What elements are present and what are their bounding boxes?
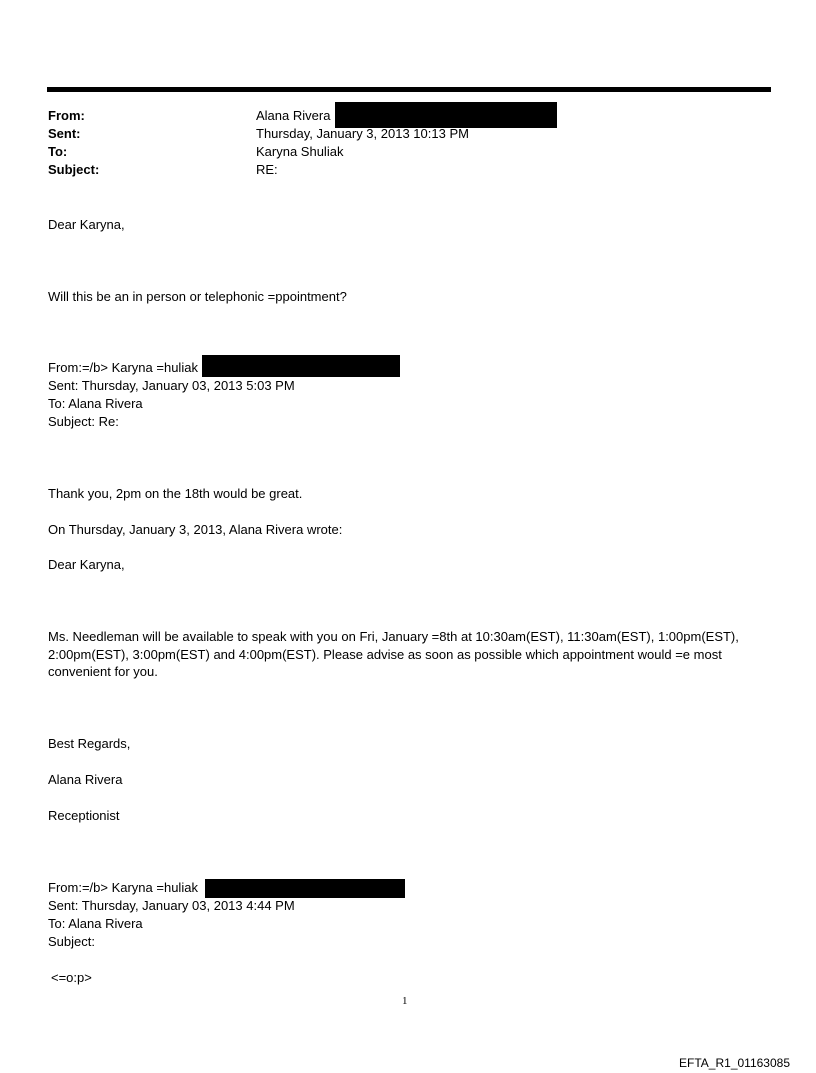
tail-markup-line: <=o:p> [51, 970, 92, 985]
quoted-from-line: From:=/b> Karyna =huliak [48, 880, 198, 895]
availability-paragraph: Ms. Needleman will be available to speak with you on Fri, January =8th at 10:30am(EST), 11:30am(EST), 1:00pm(EST), 2:00pm(EST), 3:00pm(EST) and 4:00pm(EST). Please advise as soon as possible which appointment would =e most convenient for you. [48, 629, 739, 679]
thanks-line: Thank you, 2pm on the 18th would be great. [48, 486, 303, 501]
quoted-to-line: To: Alana Rivera [48, 916, 143, 931]
quoted-to-line: To: Alana Rivera [48, 396, 143, 411]
to-label: To: [48, 144, 68, 159]
quoted-sent-line: Sent: Thursday, January 03, 2013 4:44 PM [48, 898, 295, 913]
quoted-subject-line: Subject: [48, 934, 95, 949]
document-id: EFTA_R1_01163085 [679, 1056, 790, 1070]
quoted-from-line: From:=/b> Karyna =huliak [48, 360, 198, 375]
header-rule [47, 87, 771, 92]
to-value: Karyna Shuliak [256, 144, 344, 159]
question-line: Will this be an in person or telephonic =ppointment? [48, 289, 347, 304]
quoted-subject-line: Subject: Re: [48, 414, 119, 429]
redaction-box [335, 102, 557, 128]
redaction-box [205, 879, 405, 898]
page-number: 1 [402, 995, 408, 1007]
signature-name: Alana Rivera [48, 772, 123, 787]
sent-value: Thursday, January 3, 2013 10:13 PM [256, 126, 469, 141]
sent-label: Sent: [48, 126, 81, 141]
on-wrote-line: On Thursday, January 3, 2013, Alana Rivera wrote: [48, 522, 343, 537]
greeting: Dear Karyna, [48, 217, 125, 232]
regards-line: Best Regards, [48, 736, 131, 751]
from-value: Alana Rivera [256, 108, 331, 123]
greeting: Dear Karyna, [48, 557, 125, 572]
from-label: From: [48, 108, 85, 123]
signature-title: Receptionist [48, 808, 120, 823]
quoted-sent-line: Sent: Thursday, January 03, 2013 5:03 PM [48, 378, 295, 393]
redaction-box [202, 355, 400, 377]
subject-value: RE: [256, 162, 278, 177]
subject-label: Subject: [48, 162, 100, 177]
